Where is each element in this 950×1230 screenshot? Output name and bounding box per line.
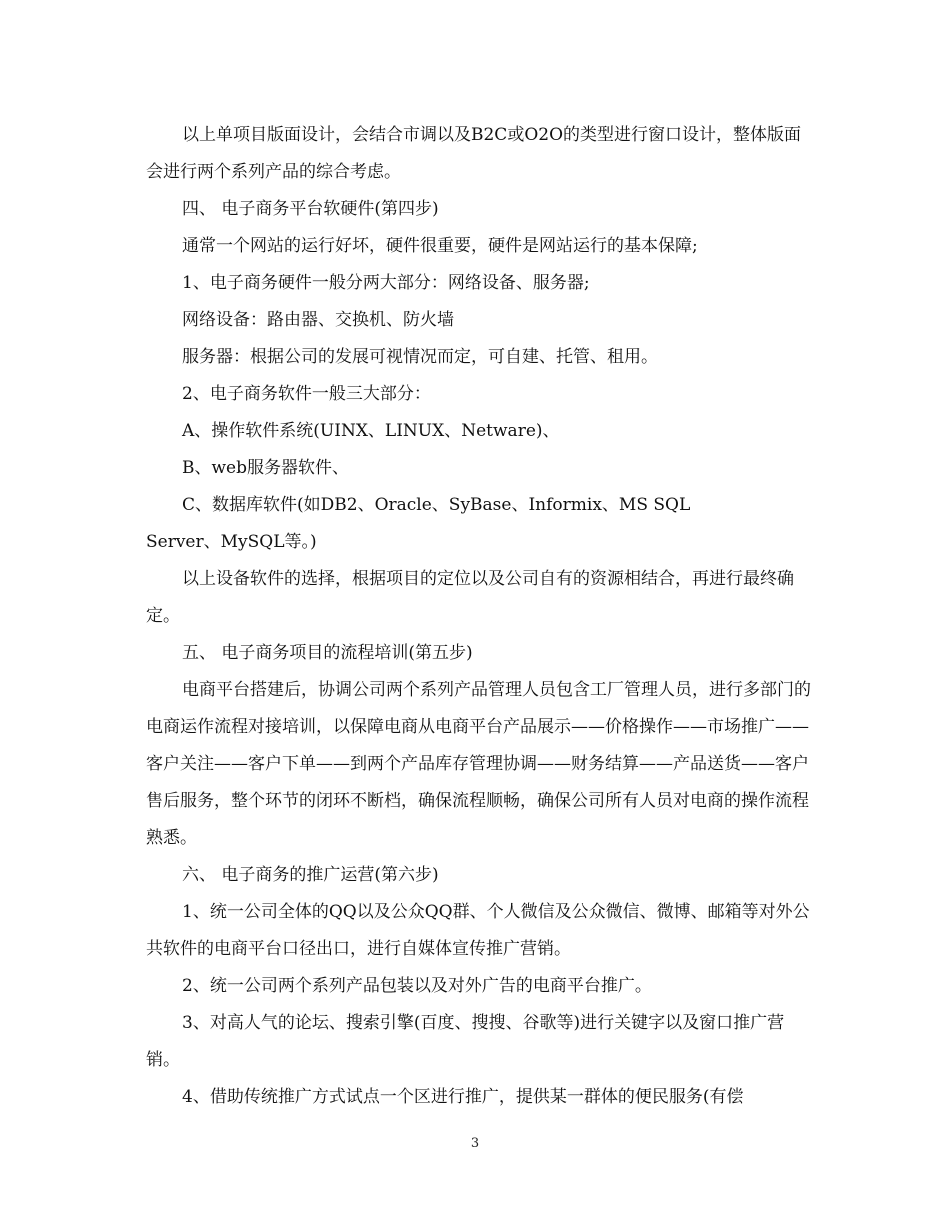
section-heading-step-four: 四、 电子商务平台软硬件(第四步) xyxy=(182,199,439,219)
list-item-hardware-parts: 1、电子商务硬件一般分两大部分：网络设备、服务器; xyxy=(182,273,590,293)
section-heading-step-six: 六、 电子商务的推广运营(第六步) xyxy=(182,865,439,885)
list-item-servers: 服务器：根据公司的发展可视情况而定，可自建、托管、租用。 xyxy=(182,347,658,367)
list-item-database-software-continued: Server、MySQL等。) xyxy=(146,532,317,552)
list-item-os-software: A、操作软件系统(UINX、LINUX、Netware)、 xyxy=(182,421,560,441)
list-item-unified-social-media: 1、统一公司全体的QQ以及公众QQ群、个人微信及公众微信、微博、邮箱等对外公共软件的电商平台口径出口，进行自媒体宣传推广营销。 xyxy=(146,902,810,959)
section-heading-step-five: 五、 电子商务项目的流程培训(第五步) xyxy=(182,643,473,663)
list-item-network-devices: 网络设备：路由器、交换机、防火墙 xyxy=(182,310,454,330)
paragraph-layout-intro: 以上单项目版面设计，会结合市调以及B2C或O2O的类型进行窗口设计，整体版面会进行两个系列产品的综合考虑。 xyxy=(146,125,802,182)
list-item-software-parts: 2、电子商务软件一般三大部分： xyxy=(182,384,431,404)
paragraph-hardware-importance: 通常一个网站的运行好坏，硬件很重要，硬件是网站运行的基本保障; xyxy=(182,236,698,256)
paragraph-selection-conclusion: 以上设备软件的选择，根据项目的定位以及公司自有的资源相结合，再进行最终确定。 xyxy=(146,569,794,626)
list-item-unified-packaging: 2、统一公司两个系列产品包装以及对外广告的电商平台推广。 xyxy=(182,976,652,996)
list-item-database-software: C、数据库软件(如DB2、Oracle、SyBase、Informix、MS SQL xyxy=(182,495,691,515)
list-item-web-server-software: B、web服务器软件、 xyxy=(182,458,349,478)
list-item-traditional-promotion: 4、借助传统推广方式试点一个区进行推广，提供某一群体的便民服务(有偿 xyxy=(182,1087,744,1107)
document-body xyxy=(146,117,816,1116)
page-number: 3 xyxy=(470,1136,480,1151)
list-item-search-keywords: 3、对高人气的论坛、搜索引擎(百度、搜搜、谷歌等)进行关键字以及窗口推广营销。 xyxy=(146,1013,785,1070)
paragraph-process-training: 电商平台搭建后，协调公司两个系列产品管理人员包含工厂管理人员，进行多部门的电商运作流程对接培训，以保障电商从电商平台产品展示——价格操作——市场推广——客户关注——客户下单——到两个产品库存管理协调——财务结算——产品送货——客户售后服务，整个环节的闭环不断档，确保流程顺畅，确保公司所有人员对电商的操作流程熟悉。 xyxy=(146,680,811,848)
